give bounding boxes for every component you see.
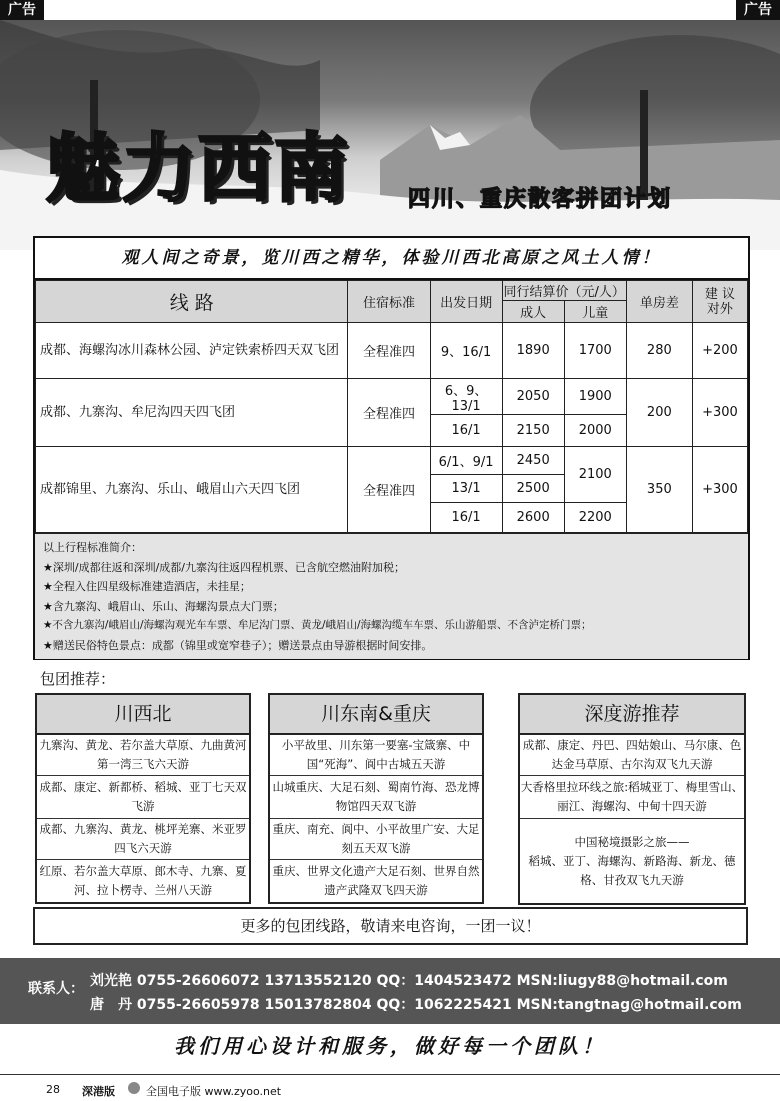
date: 6、9、13/1 — [430, 379, 502, 415]
page-number: 28 — [46, 1083, 60, 1096]
edition: 深港版 — [82, 1085, 115, 1098]
main-title: 魅力西南 — [46, 126, 350, 212]
routes-table — [35, 280, 748, 533]
header-price: 同行结算价（元/人） — [502, 281, 626, 301]
package-title: 川东南&重庆 — [270, 695, 482, 735]
site-link[interactable]: 全国电子版 www.zyoo.net — [146, 1085, 282, 1098]
suggest-price: +200 — [692, 323, 747, 379]
hotel: 全程准四 — [348, 447, 430, 533]
header-suggest: 建 议 对外 — [692, 281, 747, 323]
hotel: 全程准四 — [348, 323, 430, 379]
date: 16/1 — [430, 415, 502, 447]
date: 16/1 — [430, 503, 502, 533]
package-item-detail: 稻城、亚丁、海螺沟、新路海、新龙、德格、甘孜双飞九天游 — [528, 853, 736, 887]
package-deep-tour — [518, 693, 746, 905]
table-row — [36, 447, 748, 475]
logo-icon — [128, 1082, 140, 1094]
ad-label-left: 广告 — [0, 0, 44, 20]
date: 6/1、9/1 — [430, 447, 502, 475]
package-item: 大香格里拉环线之旅:稻城亚丁、梅里雪山、丽江、海螺沟、中甸十四天游 — [520, 776, 744, 819]
package-item: 山城重庆、大足石刻、蜀南竹海、恐龙博物馆四天双飞游 — [270, 776, 482, 819]
suggest-price: +300 — [692, 447, 747, 533]
note-line: ★含九寨沟、峨眉山、乐山、海螺沟景点大门票； — [43, 599, 284, 613]
single-room: 350 — [626, 447, 692, 533]
package-item: 成都、九寨沟、黄龙、桃坪羌寨、米亚罗四飞六天游 — [37, 819, 249, 860]
package-item: 红原、若尔盖大草原、郎木寺、九寨、夏河、拉卜楞寺、兰州八天游 — [39, 864, 247, 897]
adult-price: 1890 — [502, 323, 564, 379]
adult-price: 2150 — [502, 415, 564, 447]
header-adult: 成人 — [502, 301, 564, 323]
child-price: 2100 — [564, 447, 626, 503]
note-line: ★赠送民俗特色景点：成都（锦里或宽窄巷子）；赠送景点由导游根据时间安排。 — [43, 638, 433, 652]
child-price: 1700 — [564, 323, 626, 379]
header-route: 线 路 — [36, 281, 348, 323]
adult-price: 2500 — [502, 475, 564, 503]
child-price: 2200 — [564, 503, 626, 533]
note-line: ★深圳/成都往返和深圳/成都/九寨沟往返四程机票、已含航空燃油附加税； — [43, 560, 405, 574]
more-info: 更多的包团线路，敬请来电咨询，一团一议！ — [33, 907, 748, 945]
routes-frame — [33, 236, 750, 660]
single-room: 200 — [626, 379, 692, 447]
package-item: 重庆、世界文化遗产大足石刻、世界自然遗产武隆双飞四天游 — [272, 864, 480, 897]
footer — [0, 1074, 780, 1101]
package-title: 深度游推荐 — [520, 695, 744, 735]
header-child: 儿童 — [564, 301, 626, 323]
package-nw-sichuan — [35, 693, 251, 904]
date: 9、16/1 — [430, 323, 502, 379]
single-room: 280 — [626, 323, 692, 379]
package-item — [520, 819, 744, 903]
group-label: 包团推荐： — [40, 670, 116, 688]
contact-label: 联系人： — [28, 981, 84, 997]
route-name: 成都、海螺沟冰川森林公园、泸定铁索桥四天双飞团 — [36, 323, 348, 379]
slogan: 观人间之奇景，览川西之精华，体验川西北高原之风土人情！ — [35, 238, 748, 280]
hotel: 全程准四 — [348, 379, 430, 447]
header-hotel: 住宿标准 — [348, 281, 430, 323]
package-item: 小平故里、川东第一要塞-宝箴寨、中国“死海”、阆中古城五天游 — [270, 735, 482, 776]
adult-price: 2450 — [502, 447, 564, 475]
child-price: 1900 — [564, 379, 626, 415]
date: 13/1 — [430, 475, 502, 503]
note-line: ★全程入住四星级标准建造酒店，未挂星； — [43, 580, 251, 593]
notes — [35, 533, 748, 659]
note-line: 以上行程标准简介： — [43, 541, 142, 554]
subtitle: 四川、重庆散客拼团计划 — [408, 187, 673, 212]
route-name: 成都、九寨沟、牟尼沟四天四飞团 — [36, 379, 348, 447]
contact-line-2: 唐 丹 0755-26605978 15013782804 QQ：1062225421 MSN:tangtnag@hotmail.com — [90, 997, 742, 1013]
ad-label-right: 广告 — [736, 0, 780, 20]
package-title: 川西北 — [37, 695, 249, 735]
suggest-price: +300 — [692, 379, 747, 447]
motto: 我们用心设计和服务，做好每一个团队！ — [174, 1034, 606, 1058]
package-se-chongqing — [268, 693, 484, 904]
package-item-title: 中国秘境摄影之旅—— — [574, 834, 690, 849]
note-line: ★不含九寨沟/峨眉山/海螺沟观光车车票、牟尼沟门票、黄龙/峨眉山/海螺沟缆车车票、乐山游船票、不含泸定桥门票； — [43, 619, 592, 631]
table-row — [36, 379, 748, 415]
table-row — [36, 323, 748, 379]
child-price: 2000 — [564, 415, 626, 447]
adult-price: 2050 — [502, 379, 564, 415]
package-item: 九寨沟、黄龙、若尔盖大草原、九曲黄河第一湾三飞六天游 — [37, 735, 249, 776]
package-item: 重庆、南充、阆中、小平故里广安、大足刻五天双飞游 — [270, 819, 482, 860]
header-date: 出发日期 — [430, 281, 502, 323]
package-item: 成都、康定、丹巴、四姑娘山、马尔康、色达金马草原、古尔沟双飞九天游 — [520, 735, 744, 776]
package-item: 成都、康定、新都桥、稻城、亚丁七天双飞游 — [37, 776, 249, 819]
banner — [0, 20, 780, 250]
contact-line-1: 刘光艳 0755-26606072 13713552120 QQ：1404523472 MSN:liugy88@hotmail.com — [90, 973, 728, 989]
header-single: 单房差 — [626, 281, 692, 323]
route-name: 成都锦里、九寨沟、乐山、峨眉山六天四飞团 — [36, 447, 348, 533]
adult-price: 2600 — [502, 503, 564, 533]
contact-bar — [0, 958, 780, 1024]
